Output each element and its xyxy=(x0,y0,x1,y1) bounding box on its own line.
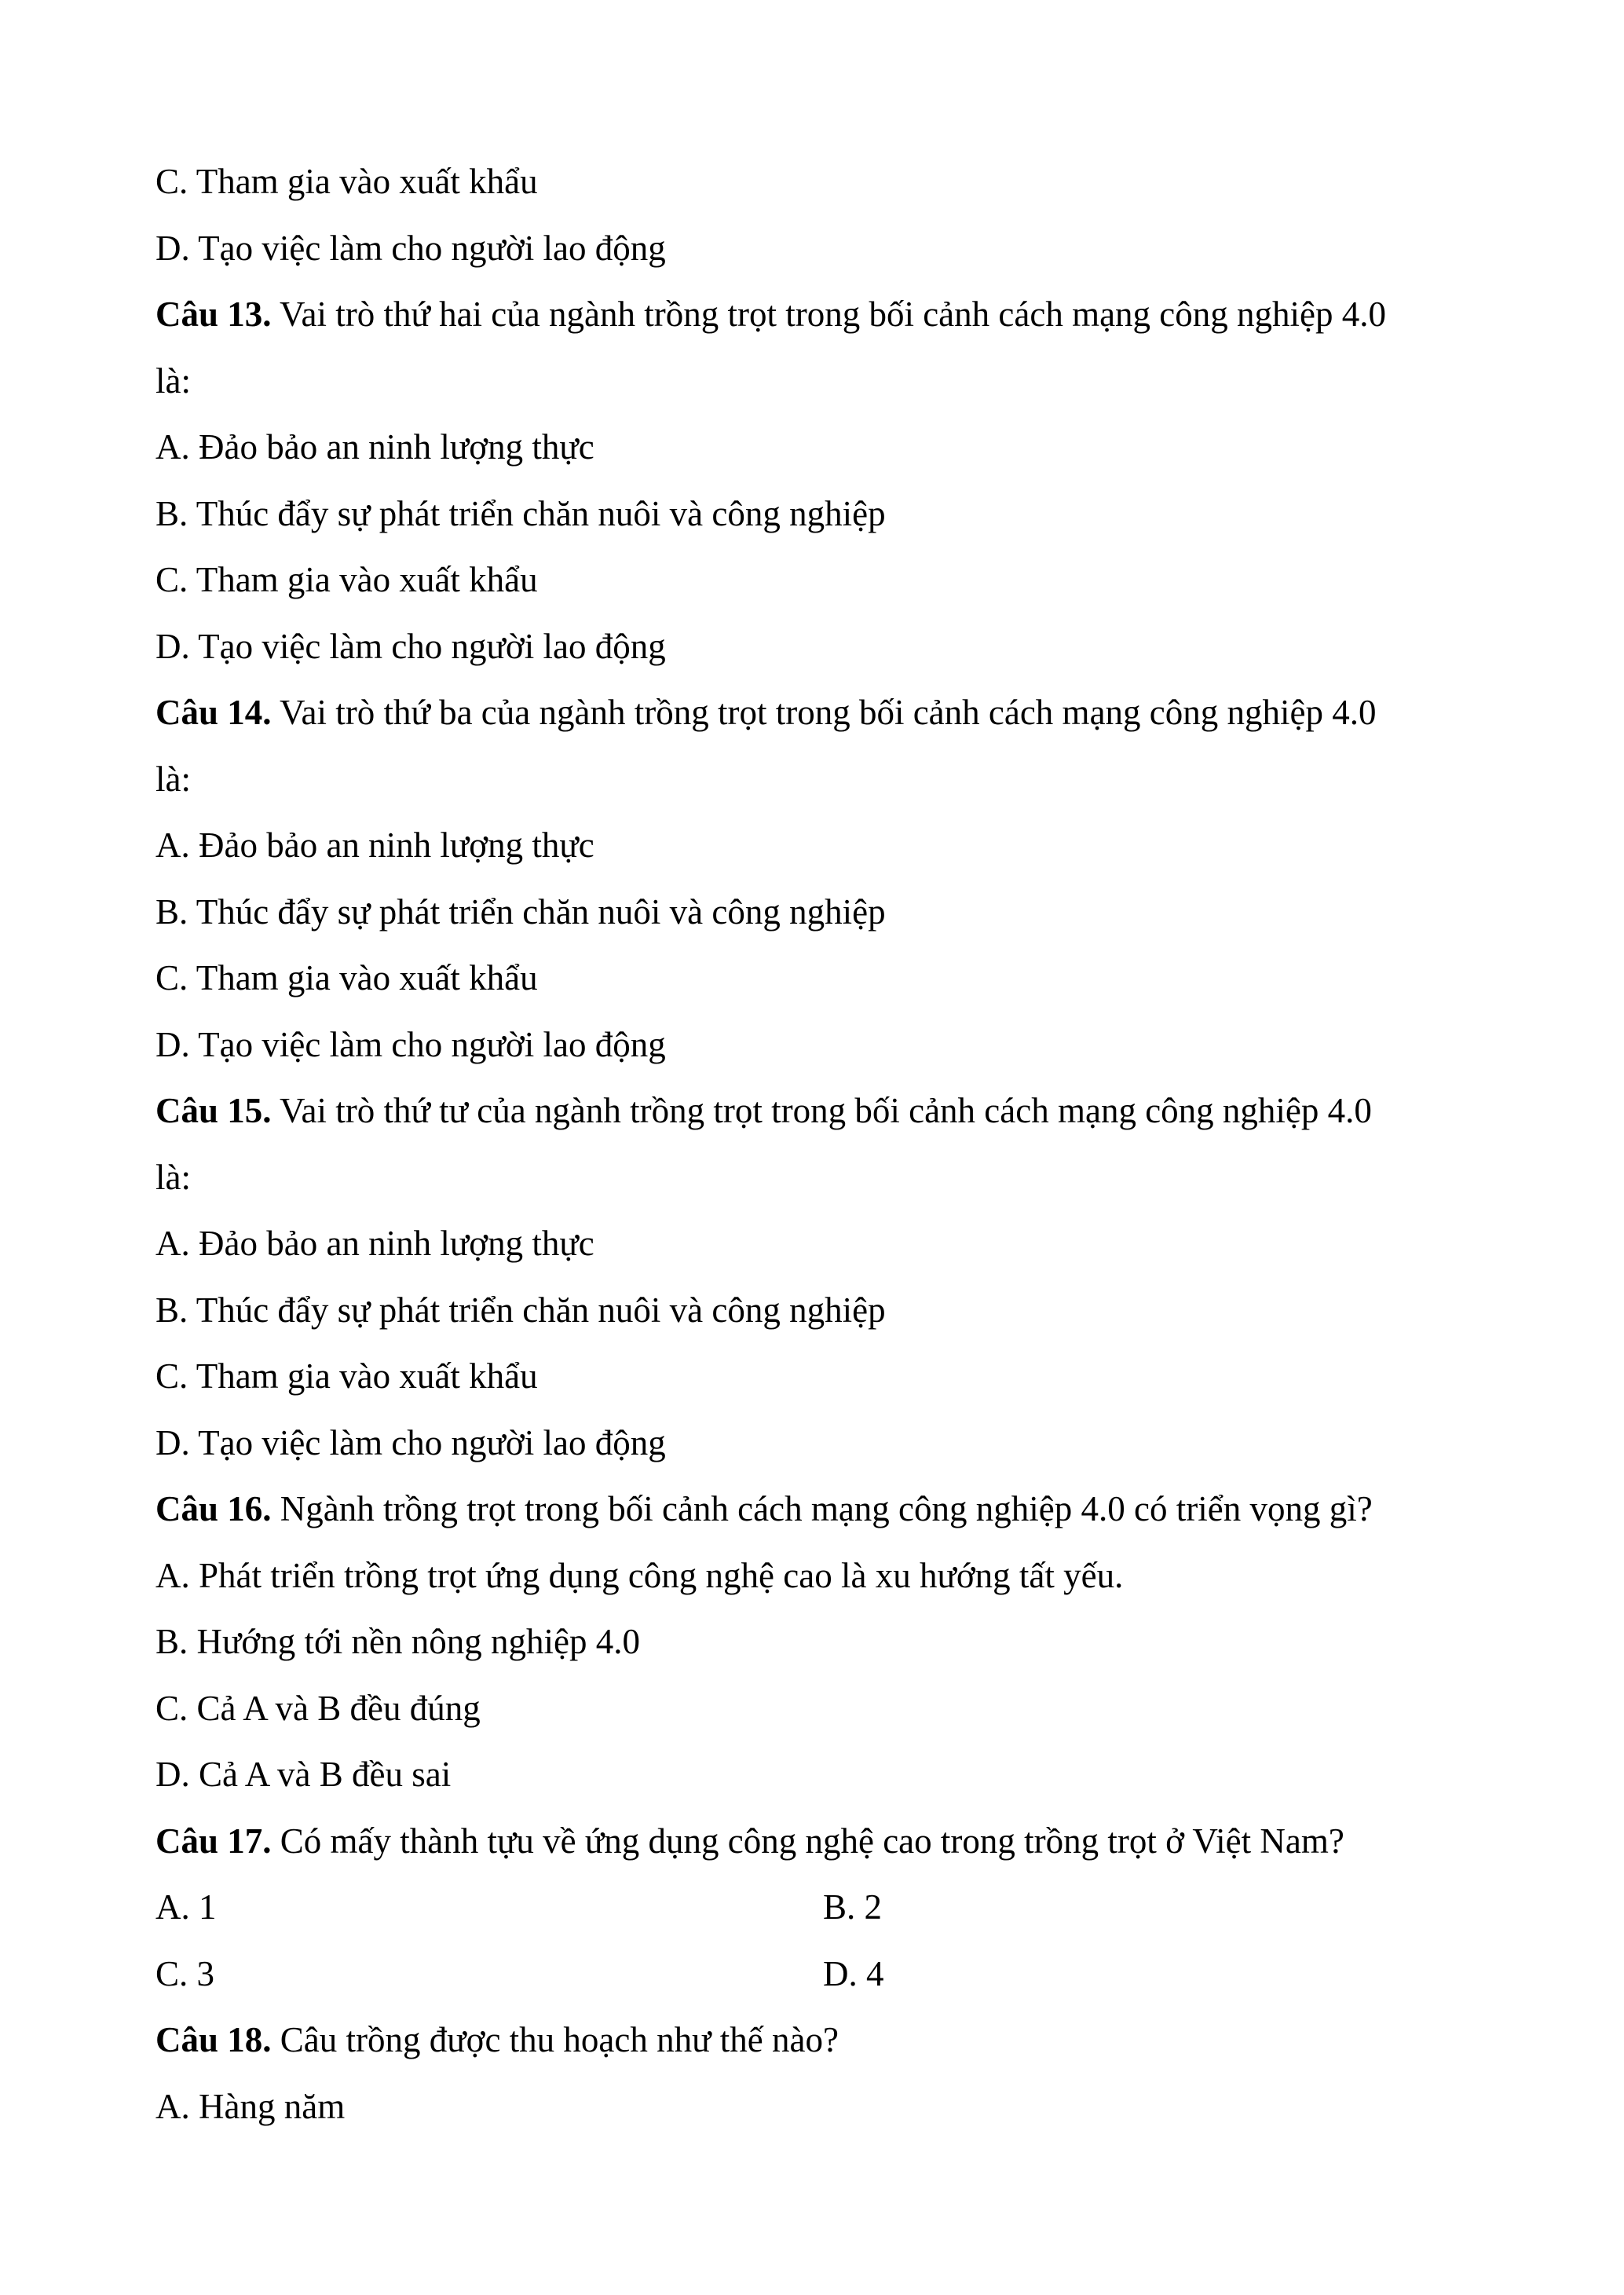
question-label: Câu 17. xyxy=(155,1821,272,1861)
question-label: Câu 15. xyxy=(155,1091,272,1130)
option-c: C. Tham gia vào xuất khẩu xyxy=(155,560,538,599)
question-15 xyxy=(155,1078,1490,1144)
question-text: Vai trò thứ hai của ngành trồng trọt trong bối cảnh cách mạng công nghiệp 4.0 xyxy=(271,295,1386,334)
document-page xyxy=(155,148,1490,2139)
option-a: A. Đảo bảo an ninh lượng thực xyxy=(155,427,594,467)
question-18 xyxy=(155,2007,1490,2074)
question-text: Vai trò thứ tư của ngành trồng trọt trong bối cảnh cách mạng công nghiệp 4.0 xyxy=(271,1091,1372,1130)
option-c: C. Cả A và B đều đúng xyxy=(155,1688,481,1728)
option-b: B. Hướng tới nền nông nghiệp 4.0 xyxy=(155,1622,640,1661)
option-c: C. 3 xyxy=(155,1953,215,1993)
options-row xyxy=(155,1941,1490,2008)
question-14 xyxy=(155,679,1490,746)
option-a: A. Đảo bảo an ninh lượng thực xyxy=(155,1224,594,1263)
question-13 xyxy=(155,281,1490,348)
option-c: C. Tham gia vào xuất khẩu xyxy=(155,1356,538,1396)
option-d: D. Tạo việc làm cho người lao động xyxy=(155,1422,666,1462)
option-c: C. Tham gia vào xuất khẩu xyxy=(155,162,538,201)
option-a: A. 1 xyxy=(155,1887,217,1927)
question-text-continued: là: xyxy=(155,361,191,401)
option-d: D. Tạo việc làm cho người lao động xyxy=(155,626,666,666)
question-text: Vai trò thứ ba của ngành trồng trọt trong bối cảnh cách mạng công nghiệp 4.0 xyxy=(271,693,1377,732)
question-label: Câu 16. xyxy=(155,1489,272,1528)
question-17 xyxy=(155,1808,1490,1875)
option-b: B. Thúc đẩy sự phát triển chăn nuôi và công nghiệp xyxy=(155,891,886,932)
question-text: Có mấy thành tựu về ứng dụng công nghệ cao trong trồng trọt ở Việt Nam? xyxy=(271,1821,1344,1861)
option-d: D. 4 xyxy=(823,1953,884,1993)
question-text: Câu trồng được thu hoạch như thế nào? xyxy=(271,2020,839,2059)
question-text: Ngành trồng trọt trong bối cảnh cách mạng công nghiệp 4.0 có triển vọng gì? xyxy=(271,1489,1373,1528)
question-text-continued: là: xyxy=(155,759,191,799)
option-d: D. Cả A và B đều sai xyxy=(155,1755,452,1794)
option-c: C. Tham gia vào xuất khẩu xyxy=(155,958,538,997)
question-text-continued: là: xyxy=(155,1157,191,1197)
option-a: A. Hàng năm xyxy=(155,2086,346,2126)
option-b: B. 2 xyxy=(823,1887,883,1927)
option-d: D. Tạo việc làm cho người lao động xyxy=(155,228,666,268)
option-a: A. Phát triển trồng trọt ứng dụng công nghệ cao là xu hướng tất yếu. xyxy=(155,1555,1124,1595)
options-row xyxy=(155,1874,1490,1941)
question-label: Câu 14. xyxy=(155,693,272,732)
option-d: D. Tạo việc làm cho người lao động xyxy=(155,1024,666,1064)
question-16 xyxy=(155,1476,1490,1543)
question-label: Câu 13. xyxy=(155,295,272,334)
option-b: B. Thúc đẩy sự phát triển chăn nuôi và công nghiệp xyxy=(155,1290,886,1330)
option-a: A. Đảo bảo an ninh lượng thực xyxy=(155,825,594,865)
question-label: Câu 18. xyxy=(155,2020,272,2059)
option-b: B. Thúc đẩy sự phát triển chăn nuôi và công nghiệp xyxy=(155,493,886,533)
